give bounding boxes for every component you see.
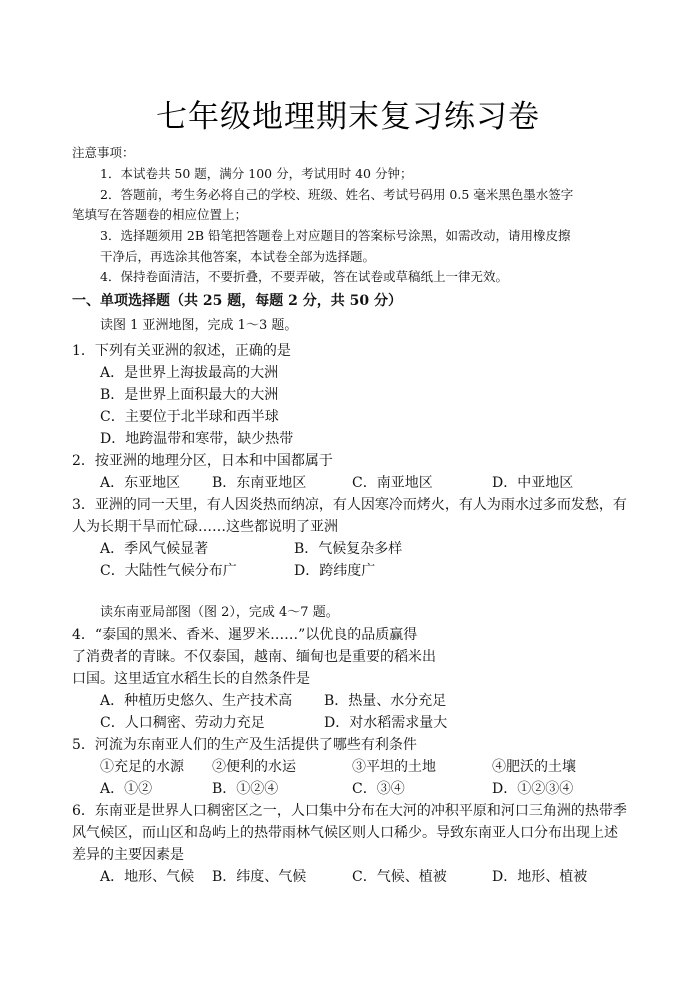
exam-title: 七年级地理期末复习练习卷 xyxy=(156,99,540,135)
section-heading: 一、单项选择题（共 25 题，每题 2 分，共 50 分） xyxy=(72,293,402,309)
q6-stem-line2: 风气候区，而山区和岛屿上的热带雨林气候区则人口稀少。导致东南亚人口分布出现上述 xyxy=(72,825,618,841)
q1-option-a: A．是世界上海拔最高的大洲 xyxy=(100,365,279,381)
q5-condition-2: ②便利的水运 xyxy=(212,759,296,775)
q2-stem: 2．按亚洲的地理分区，日本和中国都属于 xyxy=(72,453,333,469)
notice-item-4: 4．保持卷面清洁，不要折叠，不要弄破，答在试卷或草稿纸上一律无效。 xyxy=(100,269,508,284)
q5-condition-3: ③平坦的土地 xyxy=(352,759,436,775)
q2-option-b: B．东南亚地区 xyxy=(212,475,307,491)
q5-stem: 5．河流为东南亚人们的生产及生活提供了哪些有利条件 xyxy=(72,737,417,753)
q3-option-d: D．跨纬度广 xyxy=(294,563,376,579)
notice-item-3-cont: 干净后，再选涂其他答案，本试卷全部为选择题。 xyxy=(100,249,376,264)
q5-option-b: B．①②④ xyxy=(212,781,279,797)
q2-option-d: D．中亚地区 xyxy=(492,475,574,491)
q4-stem-line1: 4．“泰国的黑米、香米、暹罗米……”以优良的品质赢得 xyxy=(72,627,418,643)
q2-option-a: A．东亚地区 xyxy=(100,475,181,491)
q5-option-a: A．①② xyxy=(100,781,153,797)
q6-stem-line3: 差异的主要因素是 xyxy=(72,847,184,863)
q4-option-b: B．热量、水分充足 xyxy=(324,693,447,709)
q1-option-c: C．主要位于北半球和西半球 xyxy=(100,409,279,425)
q1-option-d: D．地跨温带和寒带，缺少热带 xyxy=(100,431,294,447)
q1-option-b: B．是世界上面积最大的大洲 xyxy=(100,387,279,403)
q5-option-c: C．③④ xyxy=(352,781,405,797)
q5-option-d: D．①②③④ xyxy=(492,781,574,797)
q4-option-d: D．对水稻需求量大 xyxy=(324,715,448,731)
q3-stem-line1: 3．亚洲的同一天里，有人因炎热而纳凉，有人因寒冷而烤火，有人为雨水过多而发愁，有 xyxy=(72,497,627,513)
q4-option-a: A．种植历史悠久、生产技术高 xyxy=(100,693,293,709)
q3-option-c: C．大陆性气候分布广 xyxy=(100,563,237,579)
notice-item-2-cont: 笔填写在答题卷的相应位置上； xyxy=(72,207,248,222)
notice-item-2: 2．答题前，考生务必将自己的学校、班级、姓名、考试号码用 0.5 毫米黑色墨水签字 xyxy=(100,187,574,202)
q5-condition-1: ①充足的水源 xyxy=(100,759,184,775)
q3-option-a: A．季风气候显著 xyxy=(100,541,209,557)
q6-option-d: D．地形、植被 xyxy=(492,869,588,885)
q4-option-c: C．人口稠密、劳动力充足 xyxy=(100,715,265,731)
q6-option-c: C．气候、植被 xyxy=(352,869,447,885)
q4-stem-line2: 了消费者的青睐。不仅泰国，越南、缅甸也是重要的稻米出 xyxy=(72,649,436,665)
notice-heading: 注意事项： xyxy=(72,145,135,160)
q3-option-b: B．气候复杂多样 xyxy=(294,541,403,557)
q4-stem-line3: 口国。这里适宜水稻生长的自然条件是 xyxy=(72,671,310,687)
q5-condition-4: ④肥沃的土壤 xyxy=(492,759,576,775)
q3-stem-line2: 人为长期干旱而忙碌……这些都说明了亚洲 xyxy=(72,519,338,535)
notice-item-1: 1．本试卷共 50 题，满分 100 分，考试用时 40 分钟； xyxy=(100,166,413,181)
notice-item-3: 3．选择题须用 2B 铅笔把答题卷上对应题目的答案标号涂黑，如需改动，请用橡皮擦 xyxy=(100,228,571,243)
q6-option-a: A．地形、气候 xyxy=(100,869,195,885)
q1-stem: 1．下列有关亚洲的叙述，正确的是 xyxy=(72,343,291,359)
section-intro-1: 读图 1 亚洲地图，完成 1～3 题。 xyxy=(100,318,298,333)
q6-option-b: B．纬度、气候 xyxy=(212,869,307,885)
q6-stem-line1: 6．东南亚是世界人口稠密区之一，人口集中分布在大河的冲积平原和河口三角洲的热带季 xyxy=(72,803,627,819)
q2-option-c: C．南亚地区 xyxy=(352,475,433,491)
section-intro-2: 读东南亚局部图（图 2），完成 4～7 题。 xyxy=(100,605,339,620)
